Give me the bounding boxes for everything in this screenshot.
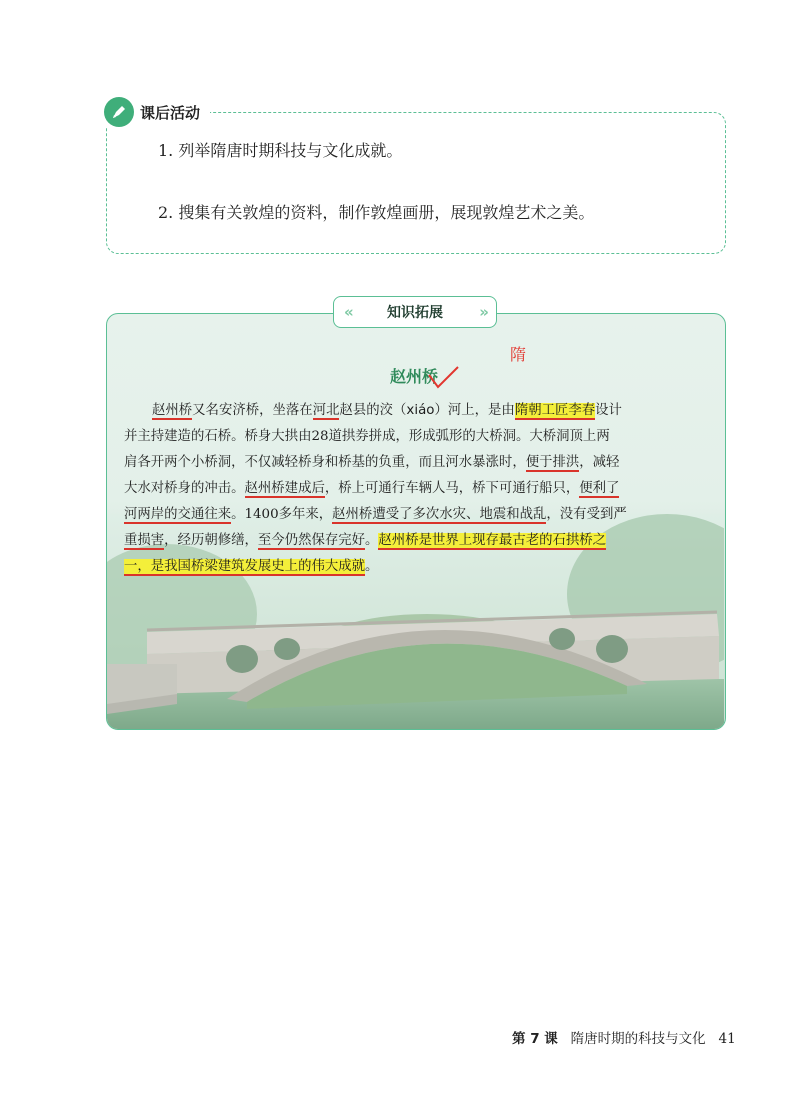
double-chevron-left-icon: « (344, 303, 351, 321)
paragraph-line (124, 452, 619, 474)
text-span: 。 (365, 559, 379, 574)
activity-box (106, 112, 726, 254)
knowledge-title: 知识拓展 (387, 305, 443, 321)
article-title: 赵州桥 (390, 367, 439, 386)
text-span: ，减轻 (579, 455, 620, 470)
double-chevron-right-icon: » (479, 303, 486, 321)
article-paragraph (124, 400, 714, 600)
activity-header (104, 97, 210, 127)
underlined-text: 赵州桥 (152, 403, 193, 418)
text-span: 赵县的洨（ (339, 403, 407, 418)
activity-item: 2. 搜集有关敦煌的资料，制作敦煌画册，展现敦煌艺术之美。 (158, 203, 595, 222)
text-span: 。 (365, 533, 379, 548)
text-span: 。1400多年来， (231, 507, 333, 522)
text-span: 肩各开两个小桥洞，不仅减轻桥身和桥基的负重，而且河水暴涨时， (124, 455, 526, 470)
activity-item: 1. 列举隋唐时期科技与文化成就。 (158, 141, 403, 160)
page-number: 41 (718, 1031, 736, 1047)
text-span: 设计 (595, 403, 622, 418)
text-span: 并主持建造的石桥。桥身大拱由28道拱券拼成，形成弧形的大桥洞。大桥洞顶上两 (124, 429, 610, 444)
underlined-text: 至今仍然保存完好 (257, 533, 366, 548)
text-span: ，桥上可通行车辆人马，桥下可通行船只， (324, 481, 580, 496)
text-span: 又名安济桥，坐落在 (192, 403, 313, 418)
underlined-text: 赵州桥遭受了多次水灾、地震和战乱 (332, 507, 547, 522)
underlined-text: 便于排洪 (525, 455, 580, 470)
underlined-text: 河两岸的交通往来 (124, 507, 232, 522)
text-span: ，没有受到严 (546, 507, 627, 522)
activity-title: 课后活动 (140, 103, 201, 122)
checkmark-icon (426, 365, 460, 391)
pencil-leaf-icon (104, 97, 134, 127)
paragraph-line (152, 400, 622, 422)
paragraph-line (124, 426, 610, 448)
underlined-text: 河北 (312, 403, 340, 418)
text-span: ）河上，是由 (434, 403, 515, 418)
underlined-text: 赵州桥建成后 (244, 481, 325, 496)
handwritten-note: 隋 (510, 345, 527, 364)
highlighted-text: 隋朝工匠李春 (514, 403, 596, 418)
knowledge-header (333, 296, 497, 328)
highlighted-text: 赵州桥是世界上现存最古老的石拱桥之 (378, 533, 607, 548)
underlined-text: 便利了 (579, 481, 620, 496)
text-span: ，经历朝修缮， (164, 533, 258, 548)
highlighted-text: 一，是我国桥梁建筑发展史上的伟大成就 (124, 559, 366, 574)
paragraph-line (124, 504, 627, 526)
footer-title: 隋唐时期的科技与文化 (570, 1031, 706, 1047)
paragraph-line (124, 530, 606, 552)
underlined-text: 重损害 (124, 533, 165, 548)
text-span: 大水对桥身的冲击。 (124, 481, 245, 496)
paragraph-line (124, 556, 378, 578)
pinyin-text: xiáo (406, 403, 435, 418)
paragraph-line (124, 478, 619, 500)
footer-lesson: 第 7 课 (512, 1031, 558, 1047)
page-footer (512, 1027, 736, 1047)
